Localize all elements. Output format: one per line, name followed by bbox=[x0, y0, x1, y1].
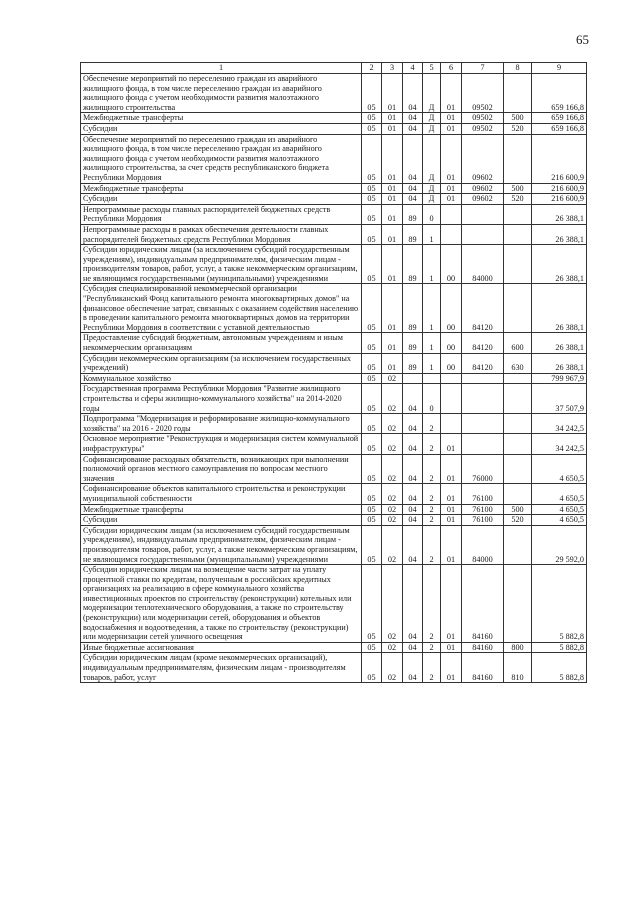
row-direction-code: 09502 bbox=[462, 123, 504, 134]
row-activity-code bbox=[441, 414, 462, 434]
table-row bbox=[81, 642, 587, 653]
row-activity-code: 01 bbox=[441, 642, 462, 653]
row-subsection-code: 02 bbox=[382, 515, 403, 526]
row-description: Субсидии bbox=[81, 123, 362, 134]
row-program-code: 04 bbox=[403, 653, 423, 683]
table-row bbox=[81, 384, 587, 414]
row-subprogram-code: 2 bbox=[423, 504, 441, 515]
row-program-code: 04 bbox=[403, 504, 423, 515]
row-description: Софинансирование расходных обязательств, возникающих при выполнении полномочий органов местного самоуправления по вопросам местного значения bbox=[81, 454, 362, 484]
row-description: Субсидии bbox=[81, 515, 362, 526]
header-col-6: 6 bbox=[441, 63, 462, 74]
row-section-code: 05 bbox=[362, 642, 382, 653]
row-subsection-code: 02 bbox=[382, 373, 403, 384]
row-direction-code: 76000 bbox=[462, 454, 504, 484]
row-direction-code: 09602 bbox=[462, 183, 504, 194]
row-description: Субсидии юридическим лицам (за исключением субсидий государственным учреждениям), индивидуальным предпринимателям, физическим лицам - производителям товаров, работ, услуг, а также некоммерческим организациям, не являющимся государственными (муниципальными) учреждениями bbox=[81, 525, 362, 564]
row-expense-type-code: 520 bbox=[504, 194, 532, 205]
row-section-code: 05 bbox=[362, 224, 382, 244]
row-description: Государственная программа Республики Мордовия "Развитие жилищного строительства и сферы жилищно-коммунального хозяйства" на 2014-2020 годы bbox=[81, 384, 362, 414]
row-subprogram-code: 2 bbox=[423, 484, 441, 504]
row-activity-code: 01 bbox=[441, 454, 462, 484]
row-section-code: 05 bbox=[362, 384, 382, 414]
row-description: Основное мероприятие "Реконструкция и модернизация систем коммунальной инфраструктуры" bbox=[81, 434, 362, 454]
row-subsection-code: 01 bbox=[382, 183, 403, 194]
row-program-code: 89 bbox=[403, 204, 423, 224]
row-subsection-code: 01 bbox=[382, 333, 403, 353]
row-activity-code bbox=[441, 204, 462, 224]
row-subprogram-code: 2 bbox=[423, 434, 441, 454]
table-row bbox=[81, 333, 587, 353]
row-direction-code: 84120 bbox=[462, 333, 504, 353]
row-amount: 5 882,8 bbox=[532, 653, 587, 683]
row-subsection-code: 02 bbox=[382, 525, 403, 564]
row-direction-code: 84120 bbox=[462, 284, 504, 333]
row-subsection-code: 02 bbox=[382, 384, 403, 414]
row-subsection-code: 01 bbox=[382, 194, 403, 205]
row-direction-code: 09502 bbox=[462, 113, 504, 124]
row-amount: 26 388,1 bbox=[532, 204, 587, 224]
table-row bbox=[81, 204, 587, 224]
row-amount: 29 592,0 bbox=[532, 525, 587, 564]
row-subprogram-code: Д bbox=[423, 183, 441, 194]
row-program-code: 04 bbox=[403, 123, 423, 134]
row-program-code: 04 bbox=[403, 183, 423, 194]
row-section-code: 05 bbox=[362, 194, 382, 205]
header-col-1: 1 bbox=[81, 63, 362, 74]
row-subprogram-code: 1 bbox=[423, 284, 441, 333]
row-subprogram-code bbox=[423, 373, 441, 384]
row-activity-code: 01 bbox=[441, 113, 462, 124]
row-amount: 216 600,9 bbox=[532, 183, 587, 194]
row-amount: 799 967,9 bbox=[532, 373, 587, 384]
row-section-code: 05 bbox=[362, 434, 382, 454]
header-row bbox=[81, 63, 587, 74]
row-expense-type-code bbox=[504, 565, 532, 643]
row-amount: 216 600,9 bbox=[532, 134, 587, 183]
table-row bbox=[81, 373, 587, 384]
row-amount: 34 242,5 bbox=[532, 434, 587, 454]
row-subprogram-code: 0 bbox=[423, 384, 441, 414]
header-col-4: 4 bbox=[403, 63, 423, 74]
row-amount: 659 166,8 bbox=[532, 113, 587, 124]
row-direction-code: 09602 bbox=[462, 194, 504, 205]
row-amount: 26 388,1 bbox=[532, 284, 587, 333]
row-subsection-code: 01 bbox=[382, 245, 403, 284]
row-activity-code: 01 bbox=[441, 653, 462, 683]
row-direction-code: 76100 bbox=[462, 504, 504, 515]
row-expense-type-code bbox=[504, 414, 532, 434]
row-subprogram-code: 2 bbox=[423, 525, 441, 564]
row-activity-code: 01 bbox=[441, 74, 462, 113]
row-description: Непрограммные расходы главных распорядителей бюджетных средств Республики Мордовия bbox=[81, 204, 362, 224]
row-description: Межбюджетные трансферты bbox=[81, 183, 362, 194]
row-section-code: 05 bbox=[362, 373, 382, 384]
row-expense-type-code bbox=[504, 74, 532, 113]
row-section-code: 05 bbox=[362, 353, 382, 373]
row-program-code: 04 bbox=[403, 565, 423, 643]
row-subprogram-code: 0 bbox=[423, 204, 441, 224]
row-expense-type-code bbox=[504, 284, 532, 333]
row-program-code: 04 bbox=[403, 384, 423, 414]
row-expense-type-code bbox=[504, 525, 532, 564]
row-program-code: 89 bbox=[403, 224, 423, 244]
row-description: Межбюджетные трансферты bbox=[81, 113, 362, 124]
row-subsection-code: 02 bbox=[382, 504, 403, 515]
row-subprogram-code: Д bbox=[423, 74, 441, 113]
table-row bbox=[81, 113, 587, 124]
row-direction-code bbox=[462, 384, 504, 414]
row-subprogram-code: Д bbox=[423, 134, 441, 183]
row-subsection-code: 02 bbox=[382, 414, 403, 434]
table-row bbox=[81, 653, 587, 683]
row-subprogram-code: 1 bbox=[423, 353, 441, 373]
row-description: Субсидии юридическим лицам на возмещение части затрат на уплату процентной ставки по кредитам, полученным в российских кредитных организациях на реализацию в сфере коммунального хозяйства инвестиционных проектов по строительству (реконструкции) котельных или модернизации теплотехнического оборудования, а также по строительству (реконструкции) или модернизации сетей, оборудования и объектов водоснабжения и водоотведения, а также по строительству (реконструкции) или модернизации сетей уличного освещения bbox=[81, 565, 362, 643]
row-activity-code: 01 bbox=[441, 134, 462, 183]
row-program-code: 04 bbox=[403, 74, 423, 113]
header-col-5: 5 bbox=[423, 63, 441, 74]
row-program-code: 89 bbox=[403, 333, 423, 353]
row-section-code: 05 bbox=[362, 504, 382, 515]
row-expense-type-code: 520 bbox=[504, 515, 532, 526]
row-amount: 5 882,8 bbox=[532, 565, 587, 643]
row-subsection-code: 01 bbox=[382, 74, 403, 113]
row-subsection-code: 02 bbox=[382, 454, 403, 484]
table-row bbox=[81, 484, 587, 504]
row-activity-code: 01 bbox=[441, 565, 462, 643]
row-subsection-code: 02 bbox=[382, 565, 403, 643]
row-program-code: 89 bbox=[403, 245, 423, 284]
header-col-2: 2 bbox=[362, 63, 382, 74]
row-description: Обеспечение мероприятий по переселению граждан из аварийного жилищного фонда, в том числе переселению граждан из аварийного жилищного фонда с учетом необходимости развития малоэтажного жилищного строительства bbox=[81, 74, 362, 113]
row-subsection-code: 01 bbox=[382, 353, 403, 373]
row-subprogram-code: 2 bbox=[423, 642, 441, 653]
row-expense-type-code bbox=[504, 204, 532, 224]
row-subprogram-code: Д bbox=[423, 123, 441, 134]
row-description: Субсидии юридическим лицам (за исключением субсидий государственным учреждениям), индивидуальным предпринимателям, физическим лицам - производителям товаров, работ, услуг, а также некоммерческим организациям, не являющимся государственными (муниципальными) учреждениями bbox=[81, 245, 362, 284]
row-direction-code bbox=[462, 434, 504, 454]
row-direction-code bbox=[462, 373, 504, 384]
table-row bbox=[81, 194, 587, 205]
row-program-code: 04 bbox=[403, 525, 423, 564]
header-col-8: 8 bbox=[504, 63, 532, 74]
table-row bbox=[81, 525, 587, 564]
row-subsection-code: 01 bbox=[382, 123, 403, 134]
row-expense-type-code: 500 bbox=[504, 113, 532, 124]
row-amount: 5 882,8 bbox=[532, 642, 587, 653]
row-activity-code: 01 bbox=[441, 504, 462, 515]
row-section-code: 05 bbox=[362, 333, 382, 353]
row-description: Межбюджетные трансферты bbox=[81, 504, 362, 515]
row-program-code: 04 bbox=[403, 642, 423, 653]
row-subprogram-code: 2 bbox=[423, 515, 441, 526]
row-subsection-code: 02 bbox=[382, 653, 403, 683]
row-expense-type-code: 500 bbox=[504, 183, 532, 194]
row-section-code: 05 bbox=[362, 454, 382, 484]
row-section-code: 05 bbox=[362, 204, 382, 224]
row-activity-code: 01 bbox=[441, 434, 462, 454]
row-description: Подпрограмма "Модернизация и реформирование жилищно-коммунального хозяйства" на 2016 - 2020 годы bbox=[81, 414, 362, 434]
row-direction-code: 84000 bbox=[462, 245, 504, 284]
row-description: Иные бюджетные ассигнования bbox=[81, 642, 362, 653]
row-activity-code: 00 bbox=[441, 245, 462, 284]
table-row bbox=[81, 123, 587, 134]
row-expense-type-code: 600 bbox=[504, 333, 532, 353]
row-direction-code: 76100 bbox=[462, 515, 504, 526]
row-description: Субсидии некоммерческим организациям (за исключением государственных учреждений) bbox=[81, 353, 362, 373]
row-activity-code: 00 bbox=[441, 333, 462, 353]
row-direction-code: 84160 bbox=[462, 642, 504, 653]
row-section-code: 05 bbox=[362, 525, 382, 564]
row-expense-type-code: 800 bbox=[504, 642, 532, 653]
row-expense-type-code bbox=[504, 484, 532, 504]
table-row bbox=[81, 353, 587, 373]
row-activity-code: 00 bbox=[441, 284, 462, 333]
table-row bbox=[81, 183, 587, 194]
row-program-code: 89 bbox=[403, 353, 423, 373]
row-amount: 26 388,1 bbox=[532, 333, 587, 353]
row-subprogram-code: 2 bbox=[423, 414, 441, 434]
budget-table-body bbox=[81, 74, 587, 683]
row-section-code: 05 bbox=[362, 113, 382, 124]
row-amount: 34 242,5 bbox=[532, 414, 587, 434]
row-direction-code: 09502 bbox=[462, 74, 504, 113]
row-direction-code: 84120 bbox=[462, 353, 504, 373]
row-program-code: 04 bbox=[403, 454, 423, 484]
row-section-code: 05 bbox=[362, 123, 382, 134]
row-description: Предоставление субсидий бюджетным, автономным учреждениям и иным некоммерческим организациям bbox=[81, 333, 362, 353]
table-row bbox=[81, 504, 587, 515]
row-activity-code: 01 bbox=[441, 123, 462, 134]
row-expense-type-code bbox=[504, 384, 532, 414]
row-direction-code: 76100 bbox=[462, 484, 504, 504]
table-row bbox=[81, 414, 587, 434]
row-activity-code: 00 bbox=[441, 353, 462, 373]
row-expense-type-code bbox=[504, 245, 532, 284]
table-row bbox=[81, 74, 587, 113]
row-subprogram-code: 2 bbox=[423, 653, 441, 683]
row-program-code: 04 bbox=[403, 484, 423, 504]
header-col-3: 3 bbox=[382, 63, 403, 74]
row-expense-type-code: 500 bbox=[504, 504, 532, 515]
row-section-code: 05 bbox=[362, 515, 382, 526]
page-number: 65 bbox=[576, 32, 589, 47]
row-program-code: 04 bbox=[403, 515, 423, 526]
row-description: Субсидия специализированной некоммерческой организации "Республиканский Фонд капитального ремонта многоквартирных домов" на финансовое обеспечение затрат, связанных с оказанием содействия населению в проведении капитального ремонта многоквартирных домов на территории Республики Мордовия в соответствии с уставной деятельностью bbox=[81, 284, 362, 333]
row-subsection-code: 01 bbox=[382, 113, 403, 124]
row-activity-code: 01 bbox=[441, 183, 462, 194]
table-row bbox=[81, 134, 587, 183]
row-direction-code bbox=[462, 224, 504, 244]
row-description: Софинансирование объектов капитального строительства и реконструкции муниципальной собственности bbox=[81, 484, 362, 504]
row-section-code: 05 bbox=[362, 74, 382, 113]
row-subprogram-code: 2 bbox=[423, 565, 441, 643]
row-section-code: 05 bbox=[362, 414, 382, 434]
row-direction-code bbox=[462, 204, 504, 224]
row-expense-type-code bbox=[504, 224, 532, 244]
row-subprogram-code: 1 bbox=[423, 224, 441, 244]
row-description: Субсидии bbox=[81, 194, 362, 205]
row-subsection-code: 02 bbox=[382, 434, 403, 454]
table-row bbox=[81, 454, 587, 484]
row-section-code: 05 bbox=[362, 245, 382, 284]
row-subprogram-code: Д bbox=[423, 113, 441, 124]
row-description: Обеспечение мероприятий по переселению граждан из аварийного жилищного фонда, в том числе переселению граждан из аварийного жилищного фонда с учетом необходимости развития малоэтажного жилищного строительства, за счет средств республиканского бюджета Республики Мордовия bbox=[81, 134, 362, 183]
row-amount: 26 388,1 bbox=[532, 224, 587, 244]
row-direction-code bbox=[462, 414, 504, 434]
row-program-code: 04 bbox=[403, 134, 423, 183]
row-expense-type-code: 630 bbox=[504, 353, 532, 373]
row-amount: 26 388,1 bbox=[532, 245, 587, 284]
row-program-code: 89 bbox=[403, 284, 423, 333]
row-section-code: 05 bbox=[362, 484, 382, 504]
budget-table bbox=[80, 62, 587, 683]
row-amount: 659 166,8 bbox=[532, 123, 587, 134]
row-description: Коммунальное хозяйство bbox=[81, 373, 362, 384]
row-expense-type-code bbox=[504, 373, 532, 384]
row-section-code: 05 bbox=[362, 183, 382, 194]
row-direction-code: 84000 bbox=[462, 525, 504, 564]
row-amount: 216 600,9 bbox=[532, 194, 587, 205]
row-expense-type-code: 520 bbox=[504, 123, 532, 134]
row-subsection-code: 02 bbox=[382, 484, 403, 504]
row-direction-code: 09602 bbox=[462, 134, 504, 183]
header-col-9: 9 bbox=[532, 63, 587, 74]
table-row bbox=[81, 245, 587, 284]
row-subprogram-code: 1 bbox=[423, 333, 441, 353]
table-row bbox=[81, 224, 587, 244]
row-expense-type-code bbox=[504, 134, 532, 183]
table-row bbox=[81, 284, 587, 333]
row-amount: 4 650,5 bbox=[532, 504, 587, 515]
row-program-code bbox=[403, 373, 423, 384]
row-expense-type-code bbox=[504, 454, 532, 484]
row-program-code: 04 bbox=[403, 414, 423, 434]
row-subsection-code: 01 bbox=[382, 284, 403, 333]
row-amount: 659 166,8 bbox=[532, 74, 587, 113]
row-description: Непрограммные расходы в рамках обеспечения деятельности главных распорядителей бюджетных средств Республики Мордовия bbox=[81, 224, 362, 244]
row-amount: 37 507,9 bbox=[532, 384, 587, 414]
table-row bbox=[81, 434, 587, 454]
row-activity-code: 01 bbox=[441, 525, 462, 564]
row-direction-code: 84160 bbox=[462, 565, 504, 643]
row-subprogram-code: 1 bbox=[423, 245, 441, 284]
row-description: Субсидии юридическим лицам (кроме некоммерческих организаций), индивидуальным предпринимателям, физическим лицам - производителям товаров, работ, услуг bbox=[81, 653, 362, 683]
row-subsection-code: 01 bbox=[382, 204, 403, 224]
row-section-code: 05 bbox=[362, 565, 382, 643]
row-amount: 4 650,5 bbox=[532, 454, 587, 484]
row-amount: 26 388,1 bbox=[532, 353, 587, 373]
row-activity-code bbox=[441, 373, 462, 384]
row-subsection-code: 01 bbox=[382, 134, 403, 183]
row-amount: 4 650,5 bbox=[532, 515, 587, 526]
table-row bbox=[81, 565, 587, 643]
row-amount: 4 650,5 bbox=[532, 484, 587, 504]
row-activity-code bbox=[441, 224, 462, 244]
row-activity-code: 01 bbox=[441, 484, 462, 504]
table-row bbox=[81, 515, 587, 526]
row-program-code: 04 bbox=[403, 434, 423, 454]
row-direction-code: 84160 bbox=[462, 653, 504, 683]
row-program-code: 04 bbox=[403, 113, 423, 124]
row-program-code: 04 bbox=[403, 194, 423, 205]
row-expense-type-code bbox=[504, 434, 532, 454]
row-activity-code bbox=[441, 384, 462, 414]
row-subprogram-code: 2 bbox=[423, 454, 441, 484]
row-subsection-code: 02 bbox=[382, 642, 403, 653]
row-activity-code: 01 bbox=[441, 194, 462, 205]
header-col-7: 7 bbox=[462, 63, 504, 74]
row-activity-code: 01 bbox=[441, 515, 462, 526]
row-subsection-code: 01 bbox=[382, 224, 403, 244]
row-section-code: 05 bbox=[362, 653, 382, 683]
row-expense-type-code: 810 bbox=[504, 653, 532, 683]
row-section-code: 05 bbox=[362, 284, 382, 333]
row-subprogram-code: Д bbox=[423, 194, 441, 205]
row-section-code: 05 bbox=[362, 134, 382, 183]
